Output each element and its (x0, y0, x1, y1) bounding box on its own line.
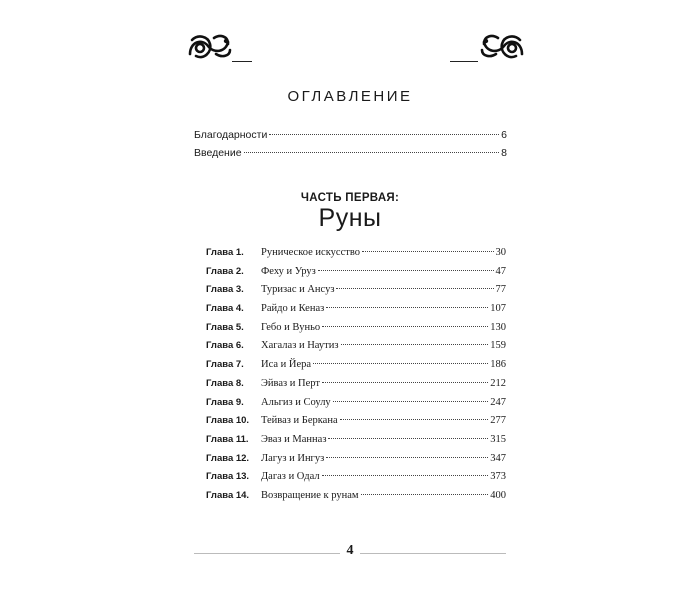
leader-dots (341, 344, 489, 345)
leader-dots (269, 134, 499, 135)
chapter-page: 400 (490, 489, 506, 501)
chapter-title: Эйваз и Перт (261, 377, 320, 389)
header-rule-left (232, 61, 252, 62)
chapter-page: 47 (495, 265, 506, 277)
chapter-page: 159 (490, 340, 506, 352)
chapter-label: Глава 3. (206, 284, 244, 296)
chapter-entry[interactable] (206, 397, 506, 416)
chapter-page: 107 (490, 303, 506, 315)
chapter-page: 373 (490, 471, 506, 483)
knotwork-ornament-icon (480, 32, 526, 62)
chapter-page: 130 (490, 321, 506, 333)
chapter-title: Дагаз и Одал (261, 471, 320, 483)
chapter-page: 277 (490, 415, 506, 427)
chapter-label: Глава 1. (206, 247, 244, 258)
chapter-label: Глава 7. (206, 359, 244, 371)
leader-dots (333, 401, 489, 402)
chapter-page: 347 (490, 452, 506, 464)
leader-dots (322, 326, 488, 327)
chapter-title: Альгиз и Соулу (261, 396, 331, 408)
chapter-label: Глава 9. (206, 396, 244, 408)
chapter-entry[interactable] (206, 247, 506, 266)
toc-entry-introduction[interactable] (194, 146, 507, 160)
chapter-entry[interactable] (206, 340, 506, 359)
chapter-label: Глава 13. (206, 471, 250, 483)
chapter-title: Феху и Уруз (261, 265, 316, 277)
chapter-entry[interactable] (206, 303, 506, 322)
chapter-entry[interactable] (206, 453, 506, 472)
chapter-entry[interactable] (206, 434, 506, 453)
chapter-entry[interactable] (206, 359, 506, 378)
toc-entry-title: Благодарности (194, 129, 268, 141)
part-label: ЧАСТЬ ПЕРВАЯ: (300, 192, 400, 204)
chapter-entry[interactable] (206, 471, 506, 490)
leader-dots (336, 288, 493, 289)
chapter-entry[interactable] (206, 284, 506, 303)
chapter-title: Райдо и Кеназ (261, 303, 325, 315)
leader-dots (322, 475, 489, 476)
chapter-entry[interactable] (206, 490, 506, 509)
chapter-label: Глава 10. (206, 415, 250, 427)
leader-dots (322, 382, 488, 383)
chapter-title: Возвращение к рунам (261, 489, 359, 501)
leader-dots (328, 438, 488, 439)
chapter-title: Руническое искусство (261, 247, 360, 258)
toc-entry-page: 6 (501, 129, 507, 141)
chapter-title: Лагуз и Ингуз (261, 452, 325, 464)
chapter-page: 212 (490, 377, 506, 389)
chapter-label: Глава 2. (206, 265, 244, 277)
chapter-title: Иса и Йера (261, 359, 312, 371)
chapter-title: Эваз и Манназ (261, 433, 327, 445)
chapter-label: Глава 12. (206, 452, 250, 464)
chapter-label: Глава 8. (206, 377, 244, 389)
leader-dots (244, 152, 500, 153)
leader-dots (318, 270, 494, 271)
chapter-entry[interactable] (206, 378, 506, 397)
toc-entry-title: Введение (194, 147, 242, 159)
chapter-title: Тейваз и Беркана (261, 415, 338, 427)
toc-title: ОГЛАВЛЕНИЕ (287, 88, 413, 105)
chapter-page: 77 (495, 284, 506, 296)
leader-dots (313, 363, 488, 364)
chapter-page: 247 (490, 396, 506, 408)
chapter-label: Глава 14. (206, 489, 250, 501)
chapter-page: 315 (490, 433, 506, 445)
leader-dots (340, 419, 489, 420)
chapter-entry[interactable] (206, 415, 506, 434)
chapter-label: Глава 4. (206, 303, 244, 315)
knotwork-ornament-icon (186, 32, 232, 62)
chapter-list (206, 247, 506, 509)
leader-dots (362, 251, 494, 252)
chapter-entry[interactable] (206, 266, 506, 285)
chapter-title: Туризас и Ансуз (261, 284, 335, 296)
chapter-label: Глава 5. (206, 321, 244, 333)
toc-entry-acknowledgements[interactable] (194, 128, 507, 142)
chapter-page: 30 (495, 247, 506, 258)
chapter-page: 186 (490, 359, 506, 371)
footer-rule-left (194, 553, 340, 554)
footer-rule-right (360, 553, 506, 554)
toc-entry-page: 8 (501, 147, 507, 159)
leader-dots (326, 307, 488, 308)
part-title: Руны (318, 204, 382, 232)
header-rule-right (450, 61, 478, 62)
leader-dots (361, 494, 489, 495)
page-number: 4 (346, 543, 354, 558)
chapter-label: Глава 6. (206, 340, 244, 352)
leader-dots (326, 457, 488, 458)
chapter-entry[interactable] (206, 322, 506, 341)
chapter-label: Глава 11. (206, 433, 249, 445)
chapter-title: Хагалаз и Наутиз (261, 340, 339, 352)
chapter-title: Гебо и Вуньо (261, 321, 321, 333)
